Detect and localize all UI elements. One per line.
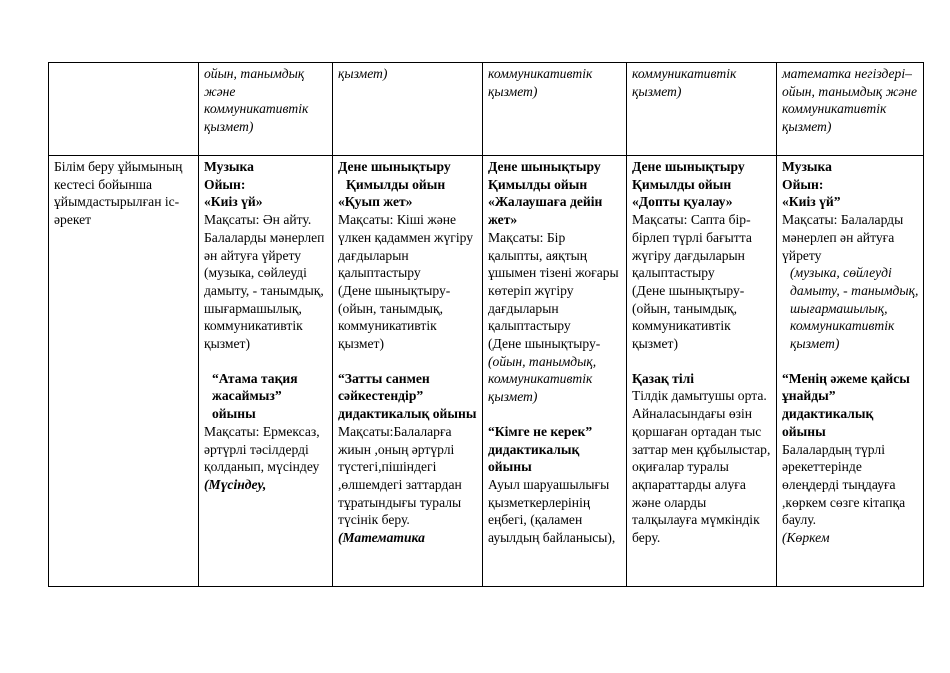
game-title: «Қуып жет»: [338, 194, 413, 210]
game-title: «Жалаушаға дейін жет»: [488, 194, 603, 228]
didactic-game-title: “Менің әжеме қайсы ұнайды” дидактикалық ойыны: [782, 370, 910, 439]
activity-type: Қимылды ойын: [346, 176, 446, 192]
row-label-cell: Білім беру ұйымының кестесі бойынша ұйымдастырылған іс-әрекет: [49, 156, 199, 587]
goal-text: Айналасындағы өзін қоршаған ортадан тыс заттар мен құбылыстар, оқиғалар туралы ақпараттарды алуға және оларды талқылауға мүмкіндік беру.: [632, 406, 771, 546]
subject-title: Дене шынықтыру: [338, 159, 451, 174]
cell-col1-activities: [199, 156, 333, 587]
game-title: «Киіз үй”: [782, 194, 841, 210]
cell-col4-continuation: коммуникативтік қызмет): [627, 63, 777, 156]
goal-text: Мақсаты: Ермексаз, әртүрлі тәсілдерді қолданып, мүсіндеу: [204, 423, 320, 475]
activity-areas: (Дене шынықтыру-: [488, 336, 601, 352]
activity-areas: (Дене шынықтыру-(ойын, танымдық, коммуникативтік қызмет): [632, 282, 745, 352]
cell-col1-continuation: ойын, танымдық және коммуникативтік қызмет): [199, 63, 333, 156]
activity-areas: (Математика: [338, 530, 425, 546]
empty-label-cell: [49, 63, 199, 156]
subject-title: Музыка: [204, 159, 254, 174]
game-title: «Допты қуалау»: [632, 194, 733, 210]
activity-areas: (музыка, сөйлеуді дамыту, - танымдық, шығармашылық, коммуникативтік қызмет): [204, 265, 324, 352]
activity-areas: (Дене шынықтыру-(ойын, танымдық, коммуникативтік қызмет): [338, 282, 451, 352]
topic-text: Тілдік дамытушы орта.: [632, 388, 767, 404]
daily-plan-table: [48, 62, 924, 587]
subject-title: Музыка: [782, 159, 832, 174]
activity-type: Ойын:: [782, 176, 824, 192]
goal-text: Мақсаты: Балаларды мәнерлеп ән айтуға үйрету: [782, 212, 904, 263]
goal-text: Мақсаты: Кіші және үлкен қадаммен жүгіру дағдыларын қалыптастыру: [338, 212, 474, 281]
subject-title: Қазақ тілі: [632, 370, 695, 386]
table-row: [49, 63, 924, 156]
activity-areas: (музыка, сөйлеуді дамыту, - танымдық, шығармашылық, коммуникативтік қызмет): [790, 265, 919, 352]
cell-col3-continuation: коммуникативтік қызмет): [483, 63, 627, 156]
cell-col4-activities: [627, 156, 777, 587]
activity-type: Қимылды ойын: [632, 176, 732, 192]
goal-text: Мақсаты: Сапта бір-бірлеп түрлі бағытта жүгіру дағдыларын қалыптастыру: [632, 212, 752, 281]
didactic-game-title: “Кімге не керек” дидактикалық ойыны: [488, 423, 593, 475]
subject-title: Дене шынықтыру: [632, 159, 745, 174]
goal-text: Мақсаты: Ән айту.: [204, 212, 312, 228]
didactic-game-title: “Атама тақия жасаймыз” ойыны: [212, 370, 298, 422]
cell-col2-continuation: қызмет): [333, 63, 483, 156]
activity-areas: (Көркем: [782, 530, 830, 546]
goal-text: Ауыл шаруашылығы қызметкерлерінің еңбегі, (қаламен ауылдың байланысы),: [488, 476, 616, 546]
goal-text: Балалардың түрлі әрекеттерінде өлеңдерді тыңдауға ,көркем сөзге кітапқа баулу.: [782, 441, 906, 528]
subject-title: Дене шынықтыру: [488, 159, 601, 174]
cell-col3-activities: [483, 156, 627, 587]
table-row: [49, 156, 924, 587]
cell-col5-activities: [777, 156, 924, 587]
activity-type: Қимылды ойын: [488, 176, 588, 192]
goal-text: Мақсаты: Бір қалыпты, аяқтың ұшымен тізені жоғары көтеріп жүгіру дағдыларын қалыптастыру: [488, 229, 619, 334]
game-title: «Киіз үй»: [204, 194, 263, 210]
goal-text: Мақсаты:Балаларға жиын ,оның әртүрлі түстегі,пішіндегі ,өлшемдегі заттардан тұратындығы туралы түсінік беру.: [338, 423, 462, 528]
didactic-game-title: “Затты санмен сәйкестендір” дидактикалық ойыны: [338, 370, 477, 422]
activity-areas: (ойын, танымдық, коммуникативтік қызмет): [488, 353, 597, 405]
activity-type: Ойын:: [204, 176, 246, 192]
cell-col5-continuation: математка негіздері– ойын, танымдық және коммуникативтік қызмет): [777, 63, 924, 156]
goal-text: Балаларды мәнерлеп ән айтуға үйрету: [204, 229, 325, 263]
cell-col2-activities: [333, 156, 483, 587]
activity-areas: (Мүсіндеу,: [204, 476, 267, 492]
